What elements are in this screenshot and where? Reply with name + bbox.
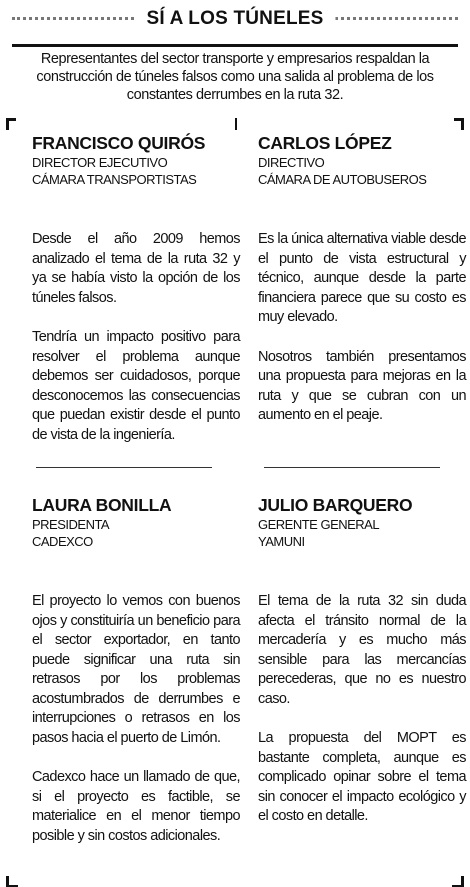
separator-right (264, 467, 440, 468)
header-rule (12, 44, 458, 47)
person-name: JULIO BARQUERO (258, 495, 413, 515)
quote-paragraph: Tendría un impacto positivo para resolver el problema aunque debemos ser cuidadosos, porque desconocemos las consecuencias que puedan existir desde el punto de vista de la ingeniería. (32, 329, 240, 443)
person-organization: YAMUNI (258, 534, 305, 549)
quote-paragraph: La propuesta del MOPT es bastante completa, aunque es complicado opinar sobre el tema sin conocer el impacto ecológico y el costo en detalle. (258, 730, 466, 824)
quote-francisco-quiros (32, 132, 240, 445)
person-role: DIRECTIVO (258, 155, 325, 170)
person-role: PRESIDENTA (32, 517, 110, 532)
quote-paragraph: El proyecto lo vemos con buenos ojos y constituiría un beneficio para el sector exportador, en tanto puede significar una ruta sin retrasos por los problemas acostumbrados de derrumbes e interrupciones o retrasos en los pasos hacia el puerto de Limón. (32, 593, 240, 746)
person-name: FRANCISCO QUIRÓS (32, 133, 206, 153)
quote-paragraph: Nosotros también presentamos una propuesta para mejoras en la ruta y que se cubran con un aumento en el peaje. (258, 348, 466, 423)
quote-carlos-lopez (258, 132, 466, 426)
person-organization: CADEXCO (32, 534, 93, 549)
quote-paragraph: El tema de la ruta 32 sin duda afecta el tránsito normal de la mercadería y es mucho más sensible para las mercancías perecederas, que no es nuestro caso. (258, 593, 466, 707)
intro-text: Representantes del sector transporte y empresarios respaldan la construcción de túneles falsos como una salida al problema de los constantes derrumbes en la ruta 32. (36, 51, 434, 103)
person-organization: CÁMARA TRANSPORTISTAS (32, 172, 197, 187)
header (0, 4, 470, 44)
person-organization: CÁMARA DE AUTOBUSEROS (258, 172, 427, 187)
person-name: CARLOS LÓPEZ (258, 133, 392, 153)
person-role: GERENTE GENERAL (258, 517, 380, 532)
person-role: DIRECTOR EJECUTIVO (32, 155, 168, 170)
quote-paragraph: Es la única alternativa viable desde el punto de vista estructural y técnico, aunque desde la parte financiera parece que su costo es muy elevado. (258, 231, 466, 325)
quote-paragraph: Desde el año 2009 hemos analizado el tema de la ruta 32 y ya se había visto la opción de los túneles falsos. (32, 231, 240, 306)
page-title: SÍ A LOS TÚNELES (134, 4, 335, 34)
person-name: LAURA BONILLA (32, 495, 172, 515)
column-divider-top (235, 118, 237, 130)
separator-left (36, 467, 212, 468)
quote-laura-bonilla (32, 494, 240, 846)
quote-paragraph: Cadexco hace un llamado de que, si el proyecto es factible, se materialice en el menor tiempo posible y sin costos adicionales. (32, 769, 240, 844)
quote-julio-barquero (258, 494, 466, 827)
